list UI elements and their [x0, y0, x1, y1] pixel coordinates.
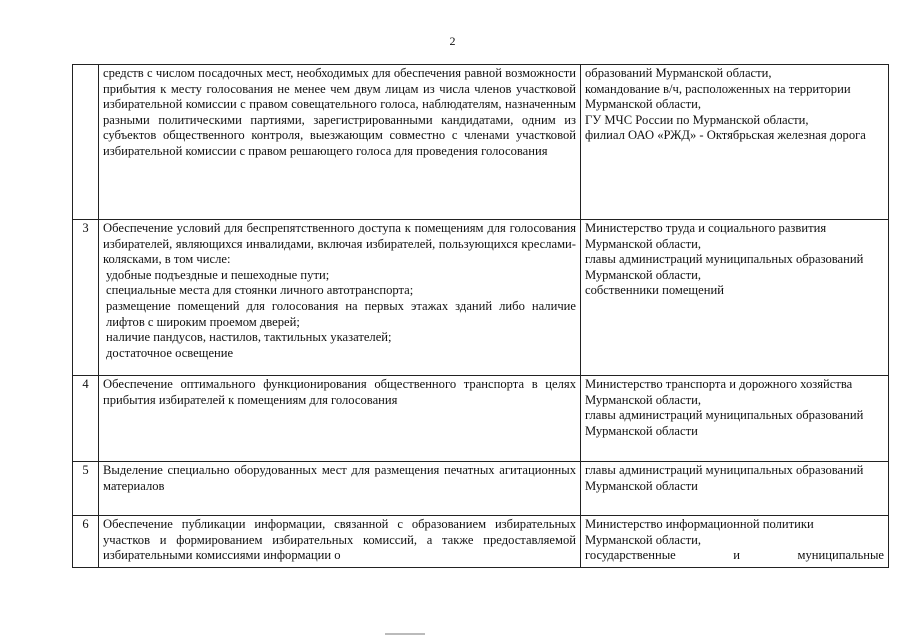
responsible-line: ГУ МЧС России по Мурманской области, [585, 112, 809, 127]
measure-description [99, 376, 581, 462]
description-item: наличие пандусов, настилов, тактильных указателей; [106, 330, 392, 345]
measure-description [99, 516, 581, 568]
measure-description [99, 65, 581, 220]
measures-table [72, 64, 889, 568]
description-item: удобные подъездные и пешеходные пути; [106, 267, 330, 282]
table-row [73, 376, 889, 462]
responsible-line: филиал ОАО «РЖД» - Октябрьская железная дорога [585, 128, 866, 143]
description-paragraph: Обеспечение публикации информации, связанной с образованием избирательных участков и формированием избирательных комиссий, а также предоставляемой избирательными комиссиями информации о [103, 517, 576, 563]
responsible-line: главы администраций муниципальных образований Мурманской области [585, 408, 864, 438]
row-number [73, 65, 99, 220]
page-number: 2 [449, 34, 456, 48]
responsible-line: собственники помещений [585, 283, 724, 298]
table-row [73, 516, 889, 568]
table-row [73, 220, 889, 376]
description-item: специальные места для стоянки личного автотранспорта; [106, 283, 414, 298]
responsible-line: образований Мурманской области, [585, 66, 772, 80]
description-paragraph: Выделение специально оборудованных мест для размещения печатных агитационных материалов [103, 463, 576, 493]
responsible-line: Министерство транспорта и дорожного хозяйства Мурманской области, [585, 377, 853, 407]
row-number: 3 [73, 220, 99, 376]
measure-description [99, 462, 581, 516]
description-item: размещение помещений для голосования на первых этажах зданий либо наличие лифтов с широким проемом дверей; [106, 298, 576, 329]
responsible-line: государственные и муниципальные [585, 548, 884, 563]
responsible-line: главы администраций муниципальных образований Мурманской области, [585, 252, 864, 282]
table-row [73, 462, 889, 516]
responsible-executors [581, 516, 889, 568]
responsible-line: командование в/ч, расположенных на территории Мурманской области, [585, 81, 851, 112]
responsible-executors [581, 65, 889, 220]
responsible-executors [581, 462, 889, 516]
responsible-line: Министерство труда и социального развития Мурманской области, [585, 221, 827, 251]
responsible-line: главы администраций муниципальных образований Мурманской области [585, 463, 864, 493]
measure-description [99, 220, 581, 376]
responsible-executors [581, 376, 889, 462]
description-paragraph: Обеспечение условий для беспрепятственного доступа к помещениям для голосования избирателей, являющихся инвалидами, включая избирателей, пользующихся креслами-колясками, в том числе: [103, 221, 576, 267]
description-item: достаточное освещение [106, 345, 234, 360]
footer-mark [385, 633, 425, 635]
row-number: 4 [73, 376, 99, 462]
description-paragraph: средств с числом посадочных мест, необходимых для обеспечения равной возможности прибытия к месту голосования не менее чем двум лицам из числа членов участковой избирательной комиссии с правом совещательного голоса, наблюдателям, назначенным разными политическими партиями, зарегистрированными кандидатами, одним из субъектов общественного контроля, выезжающим совместно с членами участковой избирательной комиссии с правом решающего голоса для проведения голосования [103, 66, 576, 158]
responsible-line: Министерство информационной политики Мурманской области, [585, 517, 814, 547]
description-paragraph: Обеспечение оптимального функционирования общественного транспорта в целях прибытия избирателей к помещениям для голосования [103, 377, 576, 407]
row-number: 5 [73, 462, 99, 516]
row-number: 6 [73, 516, 99, 568]
table-row [73, 65, 889, 220]
responsible-executors [581, 220, 889, 376]
